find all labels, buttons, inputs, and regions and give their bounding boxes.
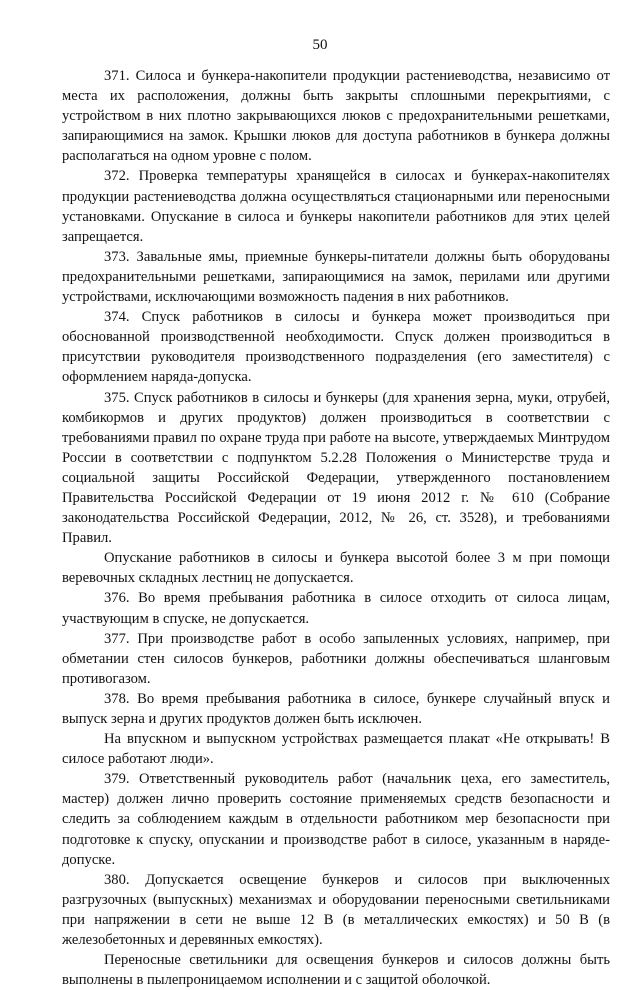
paragraph-377: 377. При производстве работ в особо запыленных условиях, например, при обметании стен силосов бункеров, работники должны обеспечиваться шланговым противогазом. (62, 630, 610, 687)
paragraph-376: 376. Во время пребывания работника в силосе отходить от силоса лицам, участвующим в спуске, не допускается. (62, 590, 610, 627)
paragraph-375: 375. Спуск работников в силосы и бункеры (для хранения зерна, муки, отрубей, комбикормов и других продуктов) должен производиться в соответствии с требованиями правил по охране труда при работе на высоте, утверждаемых Минтрудом России в соответствии с подпунктом 5.2.28 Положения о Министерстве труда и социальной защиты Российской Федерации, утвержденного постановлением Правительства Российской Федерации от 19 июня 2012 г. № 610 (Собрание законодательства Российской Федерации, 2012, № 26, ст. 3528), и требованиями Правил. (62, 389, 610, 547)
paragraph-371: 371. Силоса и бункера-накопители продукции растениеводства, независимо от места их расположения, должны быть закрыты сплошными перекрытиями, с устройством в них плотно закрывающихся люков с предохранительными решетками, запирающимися на замок. Крышки люков для доступа работников в бункера должны располагаться на одном уровне с полом. (62, 68, 610, 165)
paragraph-380-continuation: Переносные светильники для освещения бункеров и силосов должны быть выполнены в пылепроницаемом исполнении и с защитой оболочкой. (62, 952, 610, 989)
paragraph-373: 373. Завальные ямы, приемные бункеры-питатели должны быть оборудованы предохранительными решетками, запирающимися на замок, перилами или другими устройствами, исключающими возможность падения в них работников. (62, 248, 610, 306)
paragraph-380: 380. Допускается освещение бункеров и силосов при выключенных разгрузочных (выпускных) механизмах и оборудовании переносными светильниками при напряжении в сети не выше 12 В (в металлических емкостях) и 50 В (в железобетонных и деревянных емкостях). (62, 871, 610, 949)
paragraph-372: 372. Проверка температуры хранящейся в силосах и бункерах-накопителях продукции растениеводства должна осуществляться стационарными или переносными установками. Опускание в силоса и бункеры накопители работников для этих целей запрещается. (62, 168, 610, 245)
page-number: 50 (312, 37, 328, 53)
paragraph-375-continuation: Опускание работников в силосы и бункера высотой более 3 м при помощи веревочных складных лестниц не допускается. (62, 550, 610, 587)
paragraph-378: 378. Во время пребывания работника в силосе, бункере случайный впуск и выпуск зерна и других продуктов должен быть исключен. (62, 690, 610, 727)
paragraph-379: 379. Ответственный руководитель работ (начальник цеха, его заместитель, мастер) должен лично проверить состояние применяемых средств безопасности и следить за соблюдением каждым в отдельности работником мер безопасности при подготовке к спуску, опускании и производстве работ в силосе, указанным в наряде-допуске. (62, 771, 610, 868)
paragraph-378-continuation: На впускном и выпускном устройствах размещается плакат «Не открывать! В силосе работают люди». (62, 731, 610, 768)
document-body (62, 66, 610, 990)
paragraph-374: 374. Спуск работников в силосы и бункера может производиться при обоснованной производственной необходимости. Спуск должен производиться в присутствии руководителя производственного подразделения (его заместителя) с оформлением наряда-допуска. (62, 309, 610, 386)
